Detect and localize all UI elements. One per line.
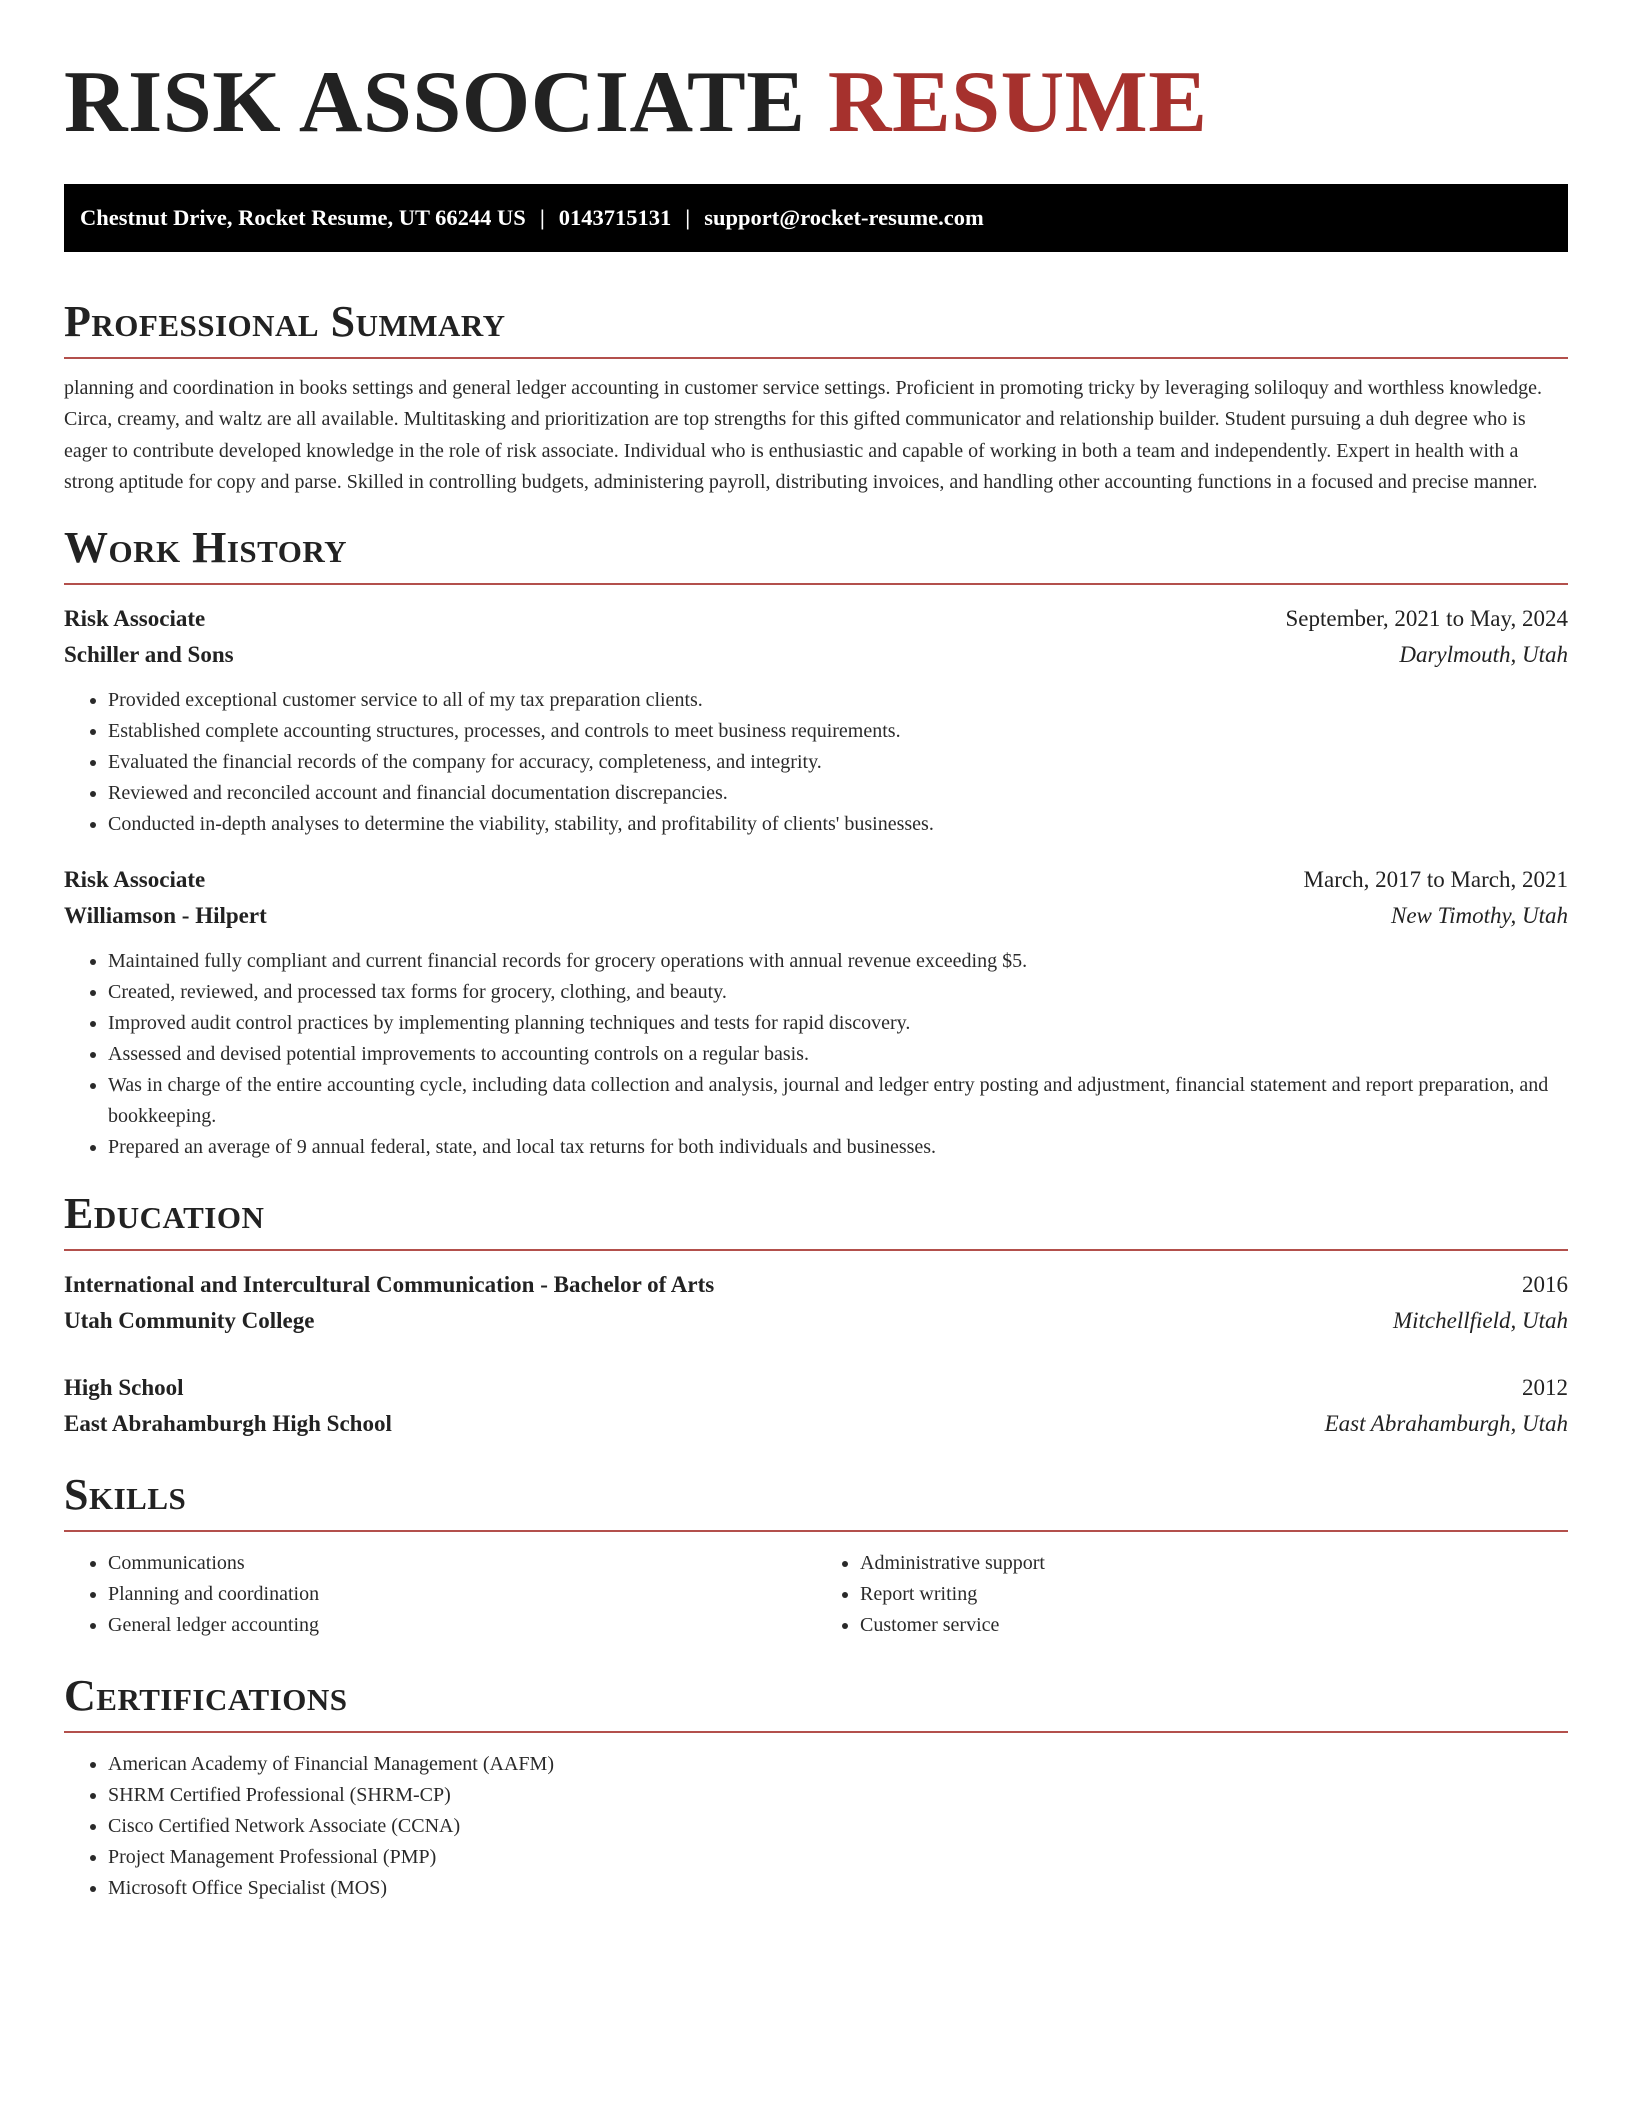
skills-section: [64, 1470, 1568, 1641]
section-divider: [64, 1530, 1568, 1532]
contact-separator: |: [539, 205, 545, 230]
summary-text: planning and coordination in books settings and general ledger accounting in customer service settings. Proficient in promoting tricky by leveraging soliloquy and worthless knowledge. Circa, creamy, and waltz are all available. Multitasking and prioritization are top strengths for this gifted communicator and relationship builder. Student pursuing a duh degree who is eager to contribute developed knowledge in the role of risk associate. Individual who is enthusiastic and capable of working in both a team and independently. Expert in health with a strong aptitude for copy and parse. Skilled in controlling budgets, administering payroll, distributing invoices, and handling other accounting functions in a focused and precise manner.: [64, 377, 1543, 494]
list-item: • Evaluated the financial records of the company for accuracy, completeness, and integrity.: [108, 747, 1568, 778]
list-item: • Conducted in-depth analyses to determine the viability, stability, and profitability of clients' businesses.: [108, 809, 1568, 840]
skill-item: • Planning and coordination: [108, 1579, 816, 1610]
job-company-row: [64, 637, 1568, 673]
education-degree: High School: [64, 1374, 184, 1400]
job-dates: September, 2021 to May, 2024: [1285, 605, 1568, 631]
education-heading: Education: [64, 1188, 265, 1238]
skill-item: • Customer service: [860, 1610, 1568, 1641]
education-section: [64, 1189, 1568, 1442]
section-divider: [64, 583, 1568, 585]
skill-item: • Administrative support: [860, 1548, 1568, 1579]
education-school: East Abrahamburgh High School: [64, 1410, 392, 1436]
skills-columns: [64, 1548, 1568, 1641]
list-item: • Assessed and devised potential improvements to accounting controls on a regular basis.: [108, 1039, 1568, 1070]
education-school-row: [64, 1406, 1568, 1442]
education-degree-row: [64, 1370, 1568, 1406]
summary-heading: Professional Summary: [64, 297, 506, 346]
job-title-row: [64, 862, 1568, 898]
skills-list-left: [64, 1548, 816, 1641]
title-main: RISK ASSOCIATE: [64, 54, 806, 151]
list-item: • Established complete accounting structures, processes, and controls to meet business requirements.: [108, 716, 1568, 747]
contact-separator: |: [685, 205, 691, 230]
job-company: Williamson - Hilpert: [64, 902, 267, 928]
list-item: • Reviewed and reconciled account and financial documentation discrepancies.: [108, 778, 1568, 809]
title-accent: RESUME: [827, 54, 1208, 151]
list-item: • Maintained fully compliant and current financial records for grocery operations with annual revenue exceeding $5.: [108, 946, 1568, 977]
education-degree-row: [64, 1267, 1568, 1303]
list-item: • Was in charge of the entire accounting cycle, including data collection and analysis, journal and ledger entry posting and adjustment, financial statement and report preparation, and bookkeeping.: [108, 1070, 1568, 1132]
certification-item: • Project Management Professional (PMP): [108, 1842, 1568, 1873]
list-item: • Improved audit control practices by implementing planning techniques and tests for rapid discovery.: [108, 1008, 1568, 1039]
certification-item: • Microsoft Office Specialist (MOS): [108, 1873, 1568, 1904]
job-bullets: [64, 685, 1568, 840]
contact-phone: 0143715131: [558, 205, 672, 230]
summary-section: [64, 297, 1568, 499]
skill-item: • Communications: [108, 1548, 816, 1579]
job-bullets: [64, 946, 1568, 1163]
education-location: Mitchellfield, Utah: [1392, 1307, 1568, 1333]
list-item: • Provided exceptional customer service to all of my tax preparation clients.: [108, 685, 1568, 716]
certification-item: • American Academy of Financial Management (AAFM): [108, 1749, 1568, 1780]
education-location: East Abrahamburgh, Utah: [1324, 1410, 1568, 1436]
education-year: 2012: [1522, 1374, 1568, 1400]
certification-item: • Cisco Certified Network Associate (CCNA): [108, 1811, 1568, 1842]
certifications-heading: Certifications: [64, 1670, 348, 1720]
job-title: Risk Associate: [64, 866, 206, 892]
job-company: Schiller and Sons: [64, 641, 234, 667]
section-divider: [64, 1731, 1568, 1733]
certifications-section: [64, 1671, 1568, 1904]
skills-heading: Skills: [64, 1469, 187, 1519]
job-entry: [64, 862, 1568, 1163]
job-dates: March, 2017 to March, 2021: [1303, 866, 1568, 892]
education-year: 2016: [1522, 1271, 1568, 1297]
job-entry: [64, 601, 1568, 840]
job-location: New Timothy, Utah: [1391, 902, 1568, 928]
certification-item: • SHRM Certified Professional (SHRM-CP): [108, 1780, 1568, 1811]
contact-email[interactable]: support@rocket-resume.com: [704, 205, 984, 230]
section-divider: [64, 357, 1568, 359]
contact-bar: [64, 184, 1568, 252]
education-entry: [64, 1370, 1568, 1442]
education-school-row: [64, 1303, 1568, 1339]
education-degree: International and Intercultural Communication - Bachelor of Arts: [64, 1271, 715, 1297]
contact-address: Chestnut Drive, Rocket Resume, UT 66244 US: [80, 205, 526, 230]
job-company-row: [64, 898, 1568, 934]
skills-list-right: [816, 1548, 1568, 1641]
certifications-list: [64, 1749, 1568, 1904]
list-item: • Prepared an average of 9 annual federal, state, and local tax returns for both individuals and businesses.: [108, 1132, 1568, 1163]
job-title: Risk Associate: [64, 605, 206, 631]
list-item: • Created, reviewed, and processed tax forms for grocery, clothing, and beauty.: [108, 977, 1568, 1008]
job-location: Darylmouth, Utah: [1399, 641, 1568, 667]
resume-title: [64, 54, 1568, 151]
education-entry: [64, 1267, 1568, 1339]
work-history-heading: Work History: [64, 522, 348, 572]
skill-item: • General ledger accounting: [108, 1610, 816, 1641]
job-title-row: [64, 601, 1568, 637]
section-divider: [64, 1249, 1568, 1251]
education-school: Utah Community College: [64, 1307, 315, 1333]
skill-item: • Report writing: [860, 1579, 1568, 1610]
work-history-section: [64, 523, 1568, 1163]
